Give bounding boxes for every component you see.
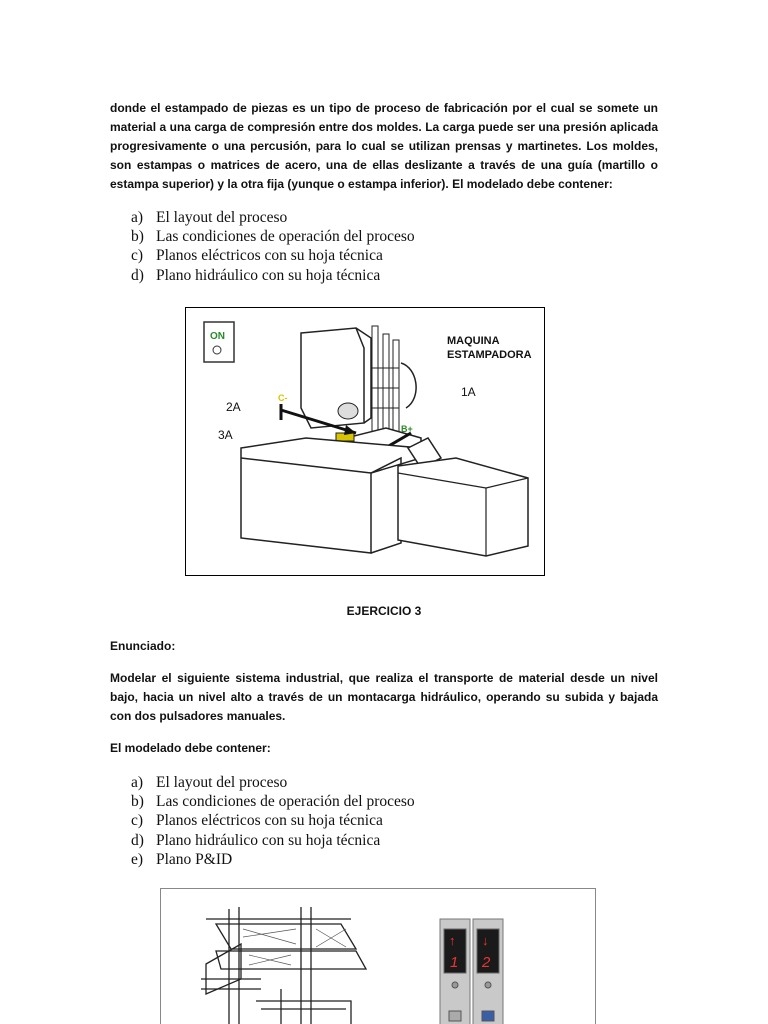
- label-1a: 1A: [461, 385, 476, 399]
- b-label: B+: [401, 424, 413, 434]
- list-item: d) Plano hidráulico con su hoja técnica: [131, 266, 381, 284]
- c-label: C-: [278, 393, 288, 403]
- list-item: b) Las condiciones de operación del proceso: [131, 228, 415, 246]
- enunciado-label: Enunciado:: [110, 639, 176, 653]
- hydraulic-lift-figure: [160, 888, 596, 1024]
- up-arrow-icon: ↑: [449, 933, 456, 948]
- hydraulic-lift-drawing: [161, 889, 596, 1024]
- list-item: c) Planos eléctricos con su hoja técnica: [131, 812, 383, 830]
- list-item: d) Plano hidráulico con su hoja técnica: [131, 831, 381, 849]
- list-item: a) El layout del proceso: [131, 774, 288, 791]
- stamping-machine-drawing: [186, 308, 545, 576]
- exercise-title: EJERCICIO 3: [346, 604, 422, 618]
- list-item: e) Plano P&ID: [131, 850, 233, 868]
- floor-1-digit: 1: [450, 954, 459, 971]
- intro-paragraph: donde el estampado de piezas es un tipo de proceso de fabricación por el cual se somete un material a una carga de compresión entre dos moldes. La carga puede ser una presión aplicada progresivamente o una percusión, para lo cual se utilizan prensas y martinetes. Los moldes, son estampas o matrices de acero, una de ellas deslizante a través de una guía (martillo o estampa superior) y la otra fija (yunque o estampa inferior). El modelado debe contener:: [110, 101, 658, 191]
- figure-title-line2: ESTAMPADORA: [447, 349, 532, 361]
- floor-2-digit: 2: [482, 954, 491, 971]
- down-arrow-icon: ↓: [482, 933, 489, 948]
- requirements-list-2: [131, 773, 415, 869]
- label-2a: 2A: [226, 400, 241, 414]
- exercise-paragraph: Modelar el siguiente sistema industrial, que realiza el transporte de material desde un nivel bajo, hacia un nivel alto a través de un montacarga hidráulico, operando su subida y bajada con dos pulsadores manuales.: [110, 671, 658, 723]
- list-item: a) El layout del proceso: [131, 209, 288, 226]
- list-item: b) Las condiciones de operación del proceso: [131, 793, 415, 811]
- figure-title-line1: MAQUINA: [447, 335, 500, 347]
- stamping-machine-figure: [185, 307, 545, 576]
- on-label: ON: [210, 331, 225, 342]
- modelado-label: El modelado debe contener:: [110, 741, 271, 755]
- label-3a: 3A: [218, 428, 233, 442]
- requirements-list-1: [131, 208, 415, 285]
- list-item: c) Planos eléctricos con su hoja técnica: [131, 247, 383, 265]
